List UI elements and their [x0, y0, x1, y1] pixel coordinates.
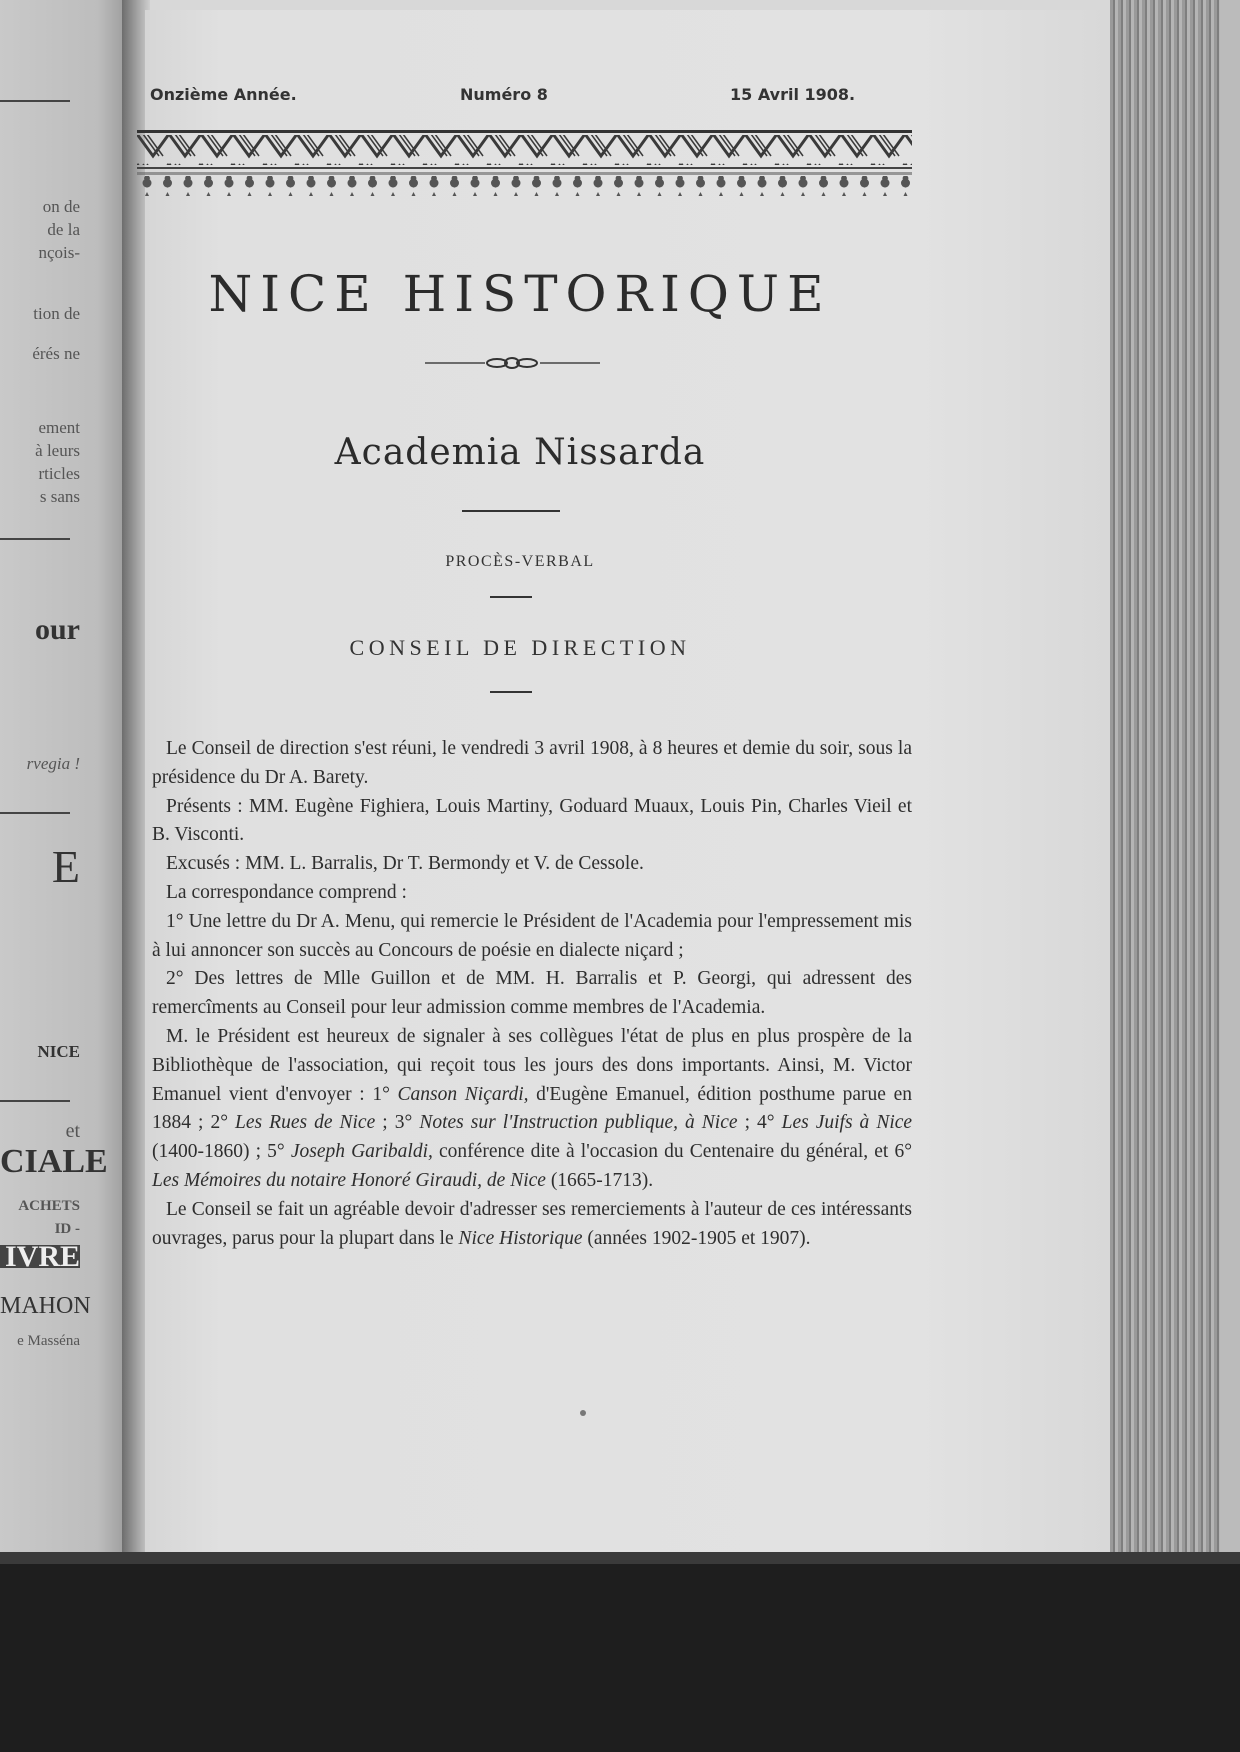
- divider-rule: [462, 510, 560, 512]
- paragraph-meeting: Le Conseil de direction s'est réuni, le vendredi 3 avril 1908, à 8 heures et demie du soir, sous la présidence du Dr A. Barety.: [152, 738, 912, 788]
- facing-page-text: ID -: [54, 1221, 80, 1237]
- facing-page-text: rticles: [38, 464, 80, 483]
- facing-page-text: et: [65, 1120, 80, 1142]
- book-title: Notes sur l'Instruction publique, à Nice: [419, 1112, 738, 1134]
- facing-page-text: nçois-: [38, 243, 80, 262]
- divider-rule: [490, 596, 532, 598]
- paragraph-letter-1: 1° Une lettre du Dr A. Menu, qui remercie le Président de l'Academia pour l'empressement mis à lui annoncer son succès au Concours de poésie en dialecte niçard ;: [152, 910, 912, 961]
- scan-background: [0, 1552, 1240, 1752]
- facing-page-text: s sans: [39, 487, 80, 506]
- facing-page-text: érés ne: [32, 344, 80, 363]
- facing-page-text: NICE: [37, 1042, 80, 1061]
- facing-page: [0, 0, 140, 1560]
- facing-page-text: on de: [42, 197, 80, 216]
- paragraph-library: M. le Président est heureux de signaler à ses collègues l'état de plus en plus prospère de la Bibliothèque de l'association, qui reçoit tous les jours des dons importants. Ainsi, M. Victor Emanuel vient d'envoyer : 1° Canson Niçardi, d'Eugène Emanuel, édition posthume parue en 1884 ; 2° Les Rues de Nice ; 3° Notes sur l'Instruction publique, à Nice ; 4° Les Juifs à Nice (1400-1860) ; 5° Joseph Garibaldi, conférence dite à l'occasion du Centenaire du général, et 6° Les Mémoires du notaire Honoré Giraudi, de Nice (1665-1713).: [152, 1025, 913, 1191]
- facing-page-text: IVRE: [0, 1245, 80, 1268]
- divider-rule: [490, 691, 532, 693]
- page-edges: [1110, 0, 1240, 1560]
- journal-reference: Nice Historique: [458, 1227, 583, 1249]
- facing-page-text: tion de: [33, 304, 80, 323]
- facing-page-text: ement: [38, 418, 80, 437]
- header-issue-number: Numéro 8: [460, 85, 548, 104]
- proces-verbal-heading: PROCÈS-VERBAL: [445, 553, 595, 570]
- facing-page-rule: [0, 812, 70, 814]
- facing-page-text: ACHETS: [18, 1198, 80, 1214]
- section-title: Academia Nissarda: [334, 432, 706, 473]
- book-title: Canson Niçardi,: [397, 1083, 529, 1105]
- paragraph-correspondence: La correspondance comprend :: [166, 881, 407, 903]
- book-title: Joseph Garibaldi,: [290, 1141, 433, 1163]
- facing-page-text: E: [51, 841, 80, 892]
- facing-page-text: rvegia !: [26, 754, 80, 773]
- paragraph-present: Présents : MM. Eugène Fighiera, Louis Martiny, Goduard Muaux, Louis Pin, Charles Vieil et B. Visconti.: [152, 795, 912, 846]
- conseil-heading: CONSEIL DE DIRECTION: [349, 635, 691, 660]
- facing-page-rule: [0, 100, 70, 102]
- facing-page-text: e Masséna: [17, 1333, 80, 1349]
- facing-page-text: de la: [47, 220, 80, 239]
- paragraph-thanks: Le Conseil se fait un agréable devoir d'adresser ses remerciements à l'auteur de ces intéressants ouvrages, parus pour la plupart dans le Nice Historique (années 1902-1905 et 1907).: [152, 1198, 912, 1249]
- header-date: 15 Avril 1908.: [730, 85, 856, 104]
- facing-page-text: CIALE: [0, 1143, 108, 1180]
- facing-page-rule: [0, 538, 70, 540]
- header-year: Onzième Année.: [150, 85, 297, 104]
- facing-page-text: à leurs: [35, 441, 80, 460]
- ornamental-band: [137, 130, 912, 200]
- facing-page-text: MAHON: [0, 1293, 91, 1319]
- article-body: [152, 735, 912, 1253]
- book-title: Les Mémoires du notaire Honoré Giraudi, de Nice: [152, 1169, 546, 1191]
- book-title: Les Juifs à Nice: [781, 1112, 913, 1134]
- facing-page-rule: [0, 1100, 70, 1102]
- book-title: Les Rues de Nice: [235, 1112, 376, 1134]
- ink-speck: [580, 1410, 586, 1416]
- paragraph-excused: Excusés : MM. L. Barralis, Dr T. Bermondy et V. de Cessole.: [166, 853, 644, 875]
- journal-title: NICE HISTORIQUE: [208, 265, 832, 323]
- paragraph-letter-2: 2° Des lettres de Mlle Guillon et de MM. H. Barralis et P. Georgi, qui adressent des remercîments au Conseil pour leur admission comme membres de l'Academia.: [152, 968, 912, 1019]
- fleuron-ornament: [425, 356, 600, 370]
- facing-page-text: our: [35, 613, 80, 646]
